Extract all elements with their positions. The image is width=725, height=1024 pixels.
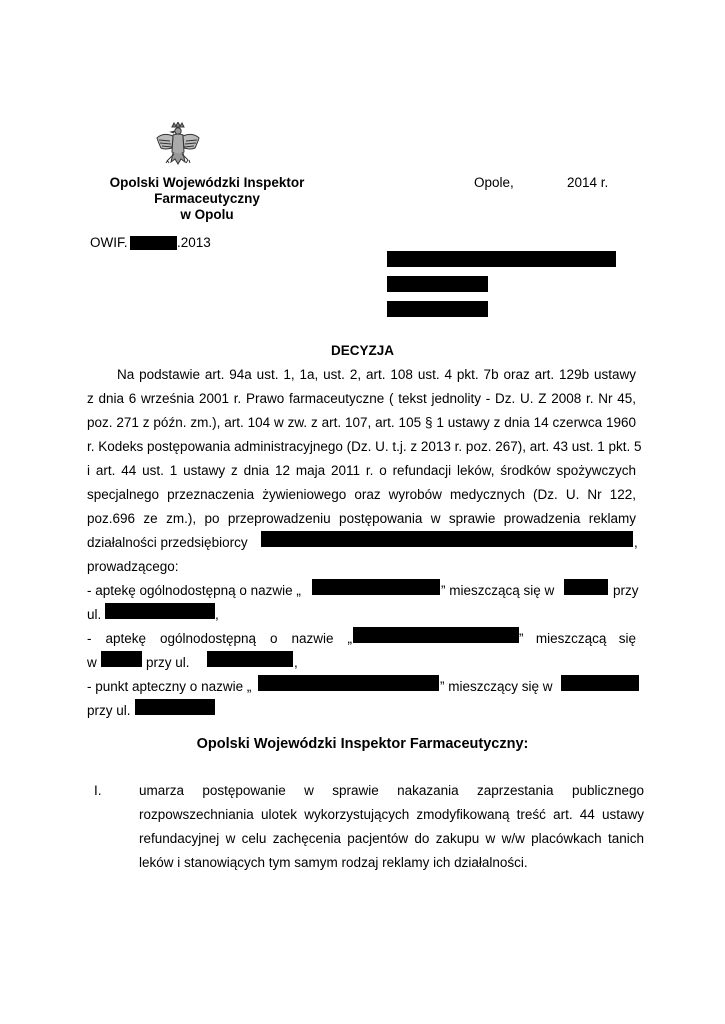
addressee-redaction <box>387 251 616 267</box>
item2-name-redaction <box>353 627 519 643</box>
item3-text: przy ul. <box>87 703 131 718</box>
entrepreneur-comma: , <box>634 535 638 550</box>
place: Opole, <box>474 175 514 190</box>
item3-name-redaction <box>258 675 439 691</box>
item1-name-redaction <box>312 579 440 595</box>
item1-text: ” mieszczącą się w <box>441 583 555 598</box>
item2-text: przy ul. <box>146 655 190 670</box>
office-line3: w Opolu <box>180 207 234 222</box>
redaction-bar <box>130 236 177 250</box>
item3-text: ” mieszczący się w <box>440 679 553 694</box>
item1-city-redaction <box>564 579 608 595</box>
item3-text: - punkt apteczny o nazwie „ <box>87 679 252 694</box>
decision-line: refundacyjnej w celu zachęcenia pacjentów do zakupu w w/w placówkach tanich <box>139 831 644 846</box>
entrepreneur-label: działalności przedsiębiorcy <box>87 535 248 550</box>
decision-number: I. <box>94 783 102 798</box>
authority-heading: Opolski Wojewódzki Inspektor Farmaceutyczny: <box>196 736 529 752</box>
item2-text: ” mieszczącą się <box>519 631 636 646</box>
item1-text: - aptekę ogólnodostępną o nazwie „ <box>87 583 301 598</box>
office-line1: Opolski Wojewódzki Inspektor <box>109 175 305 190</box>
item1-text: , <box>215 607 219 622</box>
preamble-line: specjalnego przeznaczenia żywieniowego oraz wyrobów medycznych (Dz. U. Nr 122, <box>87 487 636 502</box>
item2-text: - aptekę ogólnodostępną o nazwie „ <box>87 631 352 646</box>
item2-city-redaction <box>101 651 142 667</box>
reference-suffix: .2013 <box>177 235 211 250</box>
date-year: 2014 r. <box>567 175 609 190</box>
preamble-line: i art. 44 ust. 1 ustawy z dnia 12 maja 2011 r. o refundacji leków, środków spożywczych <box>87 463 636 478</box>
item1-text: przy <box>613 583 639 598</box>
preamble-line: z dnia 6 września 2001 r. Prawo farmaceutyczne ( tekst jednolity - Dz. U. Z 2008 r. Nr 45, <box>87 391 636 406</box>
office-name <box>100 175 314 223</box>
preamble-line: poz. 271 z późn. zm.), art. 104 w zw. z art. 107, art. 105 § 1 ustawy z dnia 14 czerwca 1960 <box>87 415 636 430</box>
item3-street-redaction <box>135 699 215 715</box>
addressee-redaction <box>387 276 488 292</box>
decision-line: rozpowszechniania ulotek wykorzystujących zmodyfikowaną treść art. 44 ustawy <box>139 807 644 822</box>
decision-line: umarza postępowanie w sprawie nakazania zaprzestania publicznego <box>139 783 644 798</box>
item3-city-redaction <box>561 675 639 691</box>
conducting-label: prowadzącego: <box>87 559 179 574</box>
item2-text: , <box>294 655 298 670</box>
entrepreneur-redaction <box>261 531 633 547</box>
preamble-line: Na podstawie art. 94a ust. 1, 1a, ust. 2, art. 108 ust. 4 pkt. 7b oraz art. 129b ustawy <box>117 367 636 382</box>
office-line2: Farmaceutyczny <box>154 191 260 206</box>
document-title: DECYZJA <box>330 343 394 358</box>
reference-prefix: OWIF. <box>90 235 128 250</box>
item1-text: ul. <box>87 607 102 622</box>
addressee-redaction <box>387 301 488 317</box>
preamble-line: poz.696 ze zm.), po przeprowadzeniu postępowania w sprawie prowadzenia reklamy <box>87 511 636 526</box>
item2-text: w <box>87 655 97 670</box>
item1-street-redaction <box>105 603 215 619</box>
decision-line: leków i stanowiących tym samym rodzaj reklamy ich działalności. <box>139 855 528 870</box>
preamble-line: r. Kodeks postępowania administracyjnego (Dz. U. t.j. z 2013 r. poz. 267), art. 43 ust. 1 pkt. 5 <box>87 439 642 454</box>
polish-eagle-emblem <box>155 122 201 172</box>
item2-street-redaction <box>207 651 293 667</box>
